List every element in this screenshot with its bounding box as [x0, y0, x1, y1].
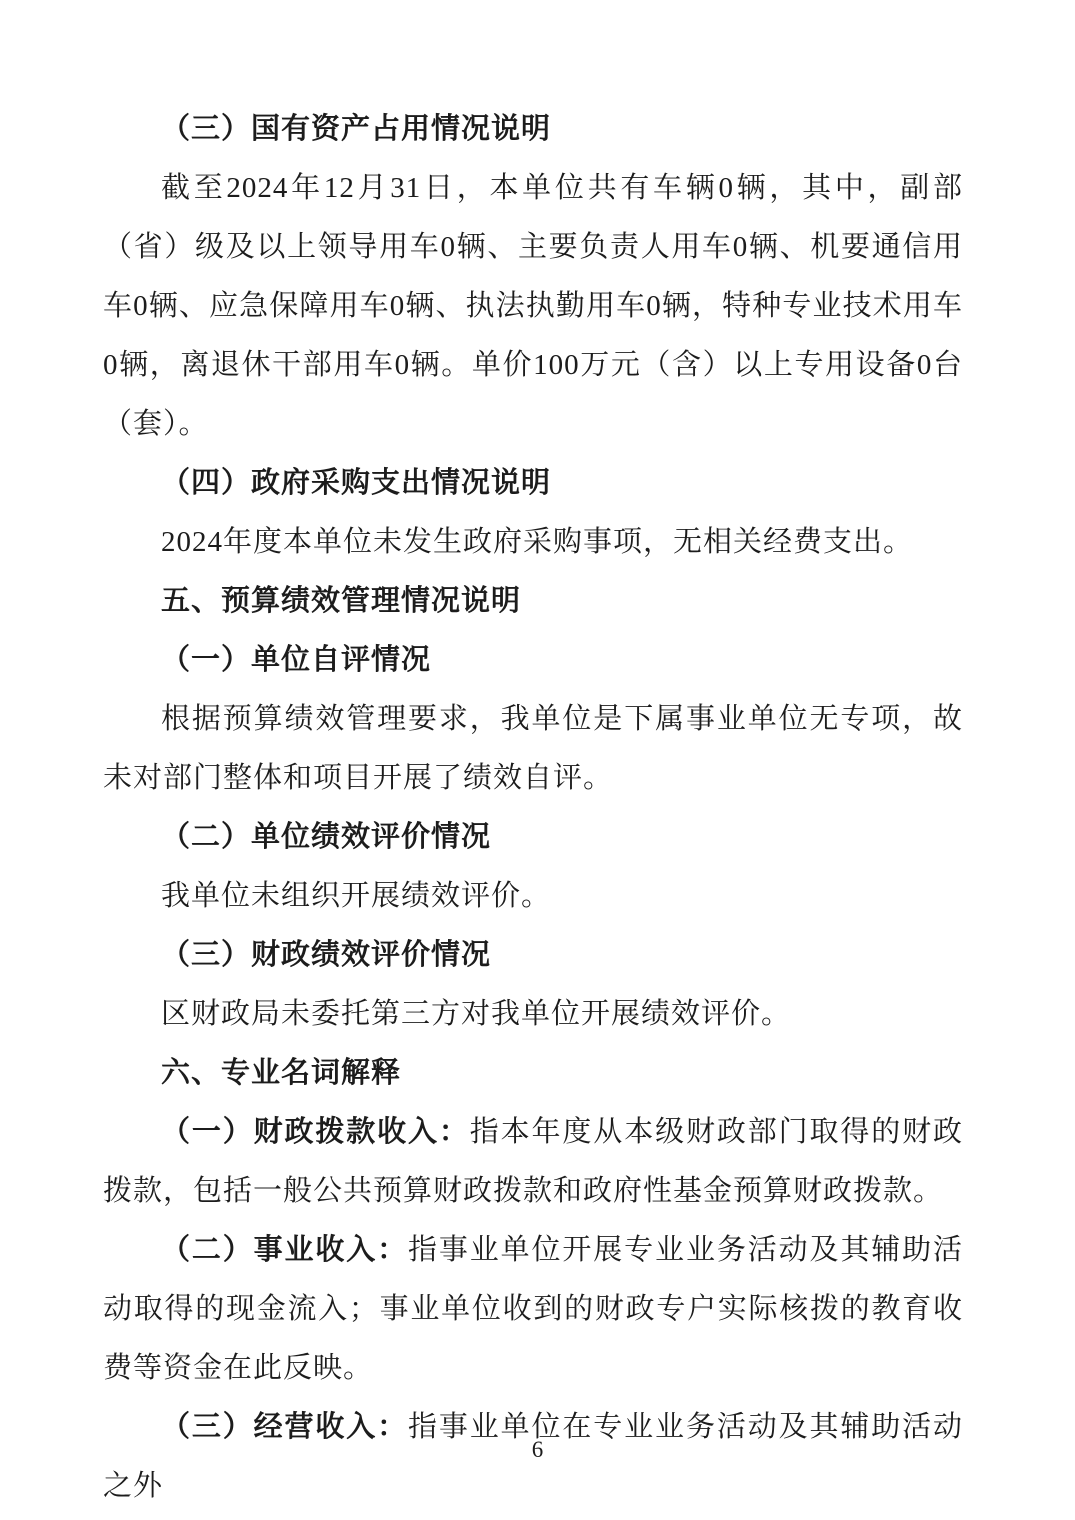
term-institutional-income [103, 1221, 963, 1398]
para-state-assets-usage: 截至2024年12月31日，本单位共有车辆0辆，其中，副部（省）级及以上领导用车0辆、主要负责人用车0辆、机要通信用车0辆、应急保障用车0辆、执法执勤用车0辆，特种专业技术用车0辆，离退休干部用车0辆。单价100万元（含）以上专用设备0台（套）。 [103, 172, 963, 440]
heading-unit-self-evaluation: （一）单位自评情况 [161, 644, 432, 676]
heading-state-assets-usage: （三）国有资产占用情况说明 [161, 113, 552, 145]
heading-unit-performance-evaluation: （二）单位绩效评价情况 [161, 821, 492, 853]
term-lead-business-income: （三）经营收入： [161, 1411, 409, 1443]
heading-gov-procurement: （四）政府采购支出情况说明 [161, 467, 552, 499]
para-unit-self-evaluation: 根据预算绩效管理要求，我单位是下属事业单位无专项，故未对部门整体和项目开展了绩效自评。 [103, 703, 963, 794]
heading-budget-performance-management: 五、预算绩效管理情况说明 [161, 585, 522, 617]
page-number: 6 [531, 1437, 544, 1462]
document-content [103, 100, 963, 1516]
heading-fiscal-performance-evaluation: （三）财政绩效评价情况 [161, 939, 492, 971]
term-text-fiscal-appropriation-income: 指本年度从本级财政部门取得的财政拨款，包括一般公共预算财政拨款和政府性基金预算财政拨款。 [103, 1116, 963, 1207]
para-fiscal-performance-evaluation: 区财政局未委托第三方对我单位开展绩效评价。 [161, 998, 792, 1030]
para-unit-performance-evaluation: 我单位未组织开展绩效评价。 [161, 880, 552, 912]
term-fiscal-appropriation-income [103, 1103, 963, 1221]
term-text-business-income: 指事业单位在专业业务活动及其辅助活动之外 [103, 1411, 963, 1502]
term-lead-fiscal-appropriation-income: （一）财政拨款收入： [161, 1116, 470, 1148]
para-gov-procurement: 2024年度本单位未发生政府采购事项，无相关经费支出。 [161, 526, 914, 558]
term-lead-institutional-income: （二）事业收入： [161, 1234, 409, 1266]
heading-terminology: 六、专业名词解释 [161, 1057, 402, 1089]
term-text-institutional-income: 指事业单位开展专业业务活动及其辅助活动取得的现金流入；事业单位收到的财政专户实际核拨的教育收费等资金在此反映。 [103, 1234, 963, 1384]
